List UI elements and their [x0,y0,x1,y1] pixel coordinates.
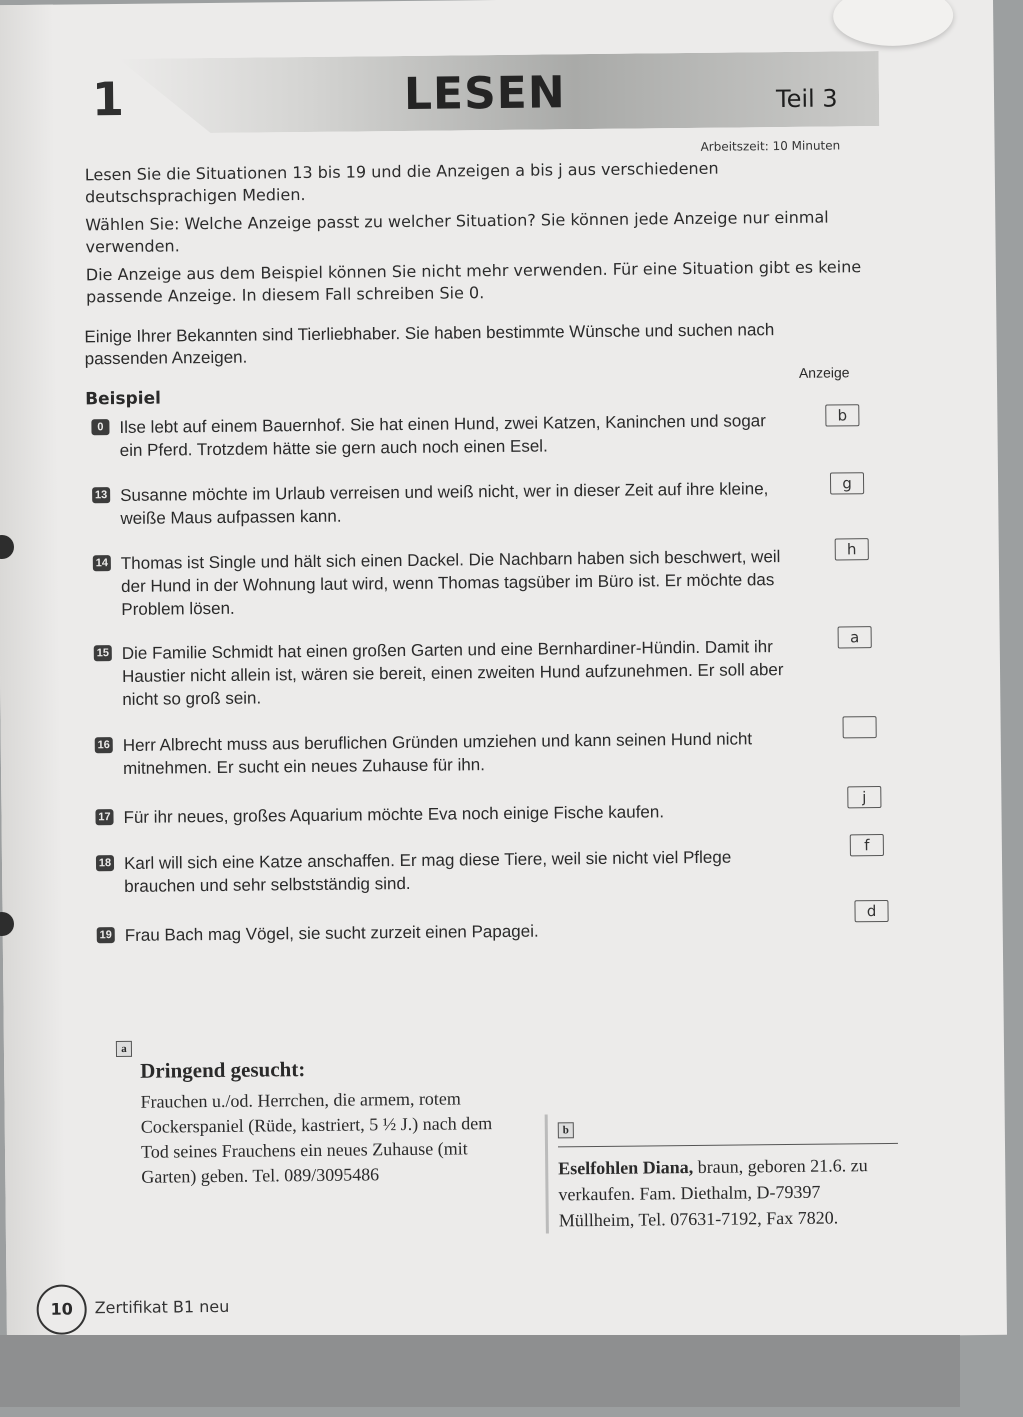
ad-b-rule [558,1143,898,1148]
intro-text: Einige Ihrer Bekannten sind Tierliebhaber. Sie haben bestimmte Wünsche und suchen nach passenden Anzeigen. [84,320,775,369]
item-text: Die Familie Schmidt hat einen großen Garten und eine Bernhardiner-Hündin. Damit ihr Haustier nicht allein ist, wären sie bereit, einen zweiten Hund aufzunehmen. Er soll aber nicht so groß sein. [121,637,784,709]
item-number: 13 [92,487,110,503]
situation-item-15 [94,635,795,711]
instruction-2: Wählen Sie: Welche Anzeige passt zu welcher Situation? Sie können jede Anzeige nur einmal verwenden. [85,207,829,257]
situation-item-16 [95,727,795,780]
work-time: Arbeitszeit: 10 Minuten [700,138,841,154]
situation-item-13 [92,477,792,530]
instruction-3: Die Anzeige aus dem Beispiel können Sie nicht mehr verwenden. Für eine Situation gibt es keine passende Anzeige. In diesem Fall schreiben Sie 0. [85,257,862,307]
ad-b-body: braun, geboren 21.6. zu verkaufen. Fam. Diethalm, D-79397 Müllheim, Tel. 07631-7192, Fax 7820. [558,1155,868,1231]
item-text: Frau Bach mag Vögel, sie sucht zurzeit einen Papagei. [124,921,539,945]
instructions [85,156,867,314]
item-number: 18 [96,855,114,871]
instruction-1: Lesen Sie die Situationen 13 bis 19 und die Anzeigen a bis j aus verschiedenen deutschsprachigen Medien. [84,158,719,207]
background-band [0,1335,960,1407]
ad-b-title: Eselfohlen Diana, [558,1157,694,1179]
situation-item-0 [91,409,791,462]
page-fold-shadow [0,5,67,1346]
answer-box-0[interactable]: b [825,404,859,426]
answer-box-13[interactable]: g [830,472,864,494]
item-number: 17 [95,809,113,825]
item-number: 16 [95,737,113,753]
ad-b [545,1111,899,1234]
item-text: Karl will sich eine Katze anschaffen. Er mag diese Tiere, weil sie nicht viel Pflege brauchen und sehr selbstständig sind. [123,847,732,896]
ad-letter-b: b [558,1122,574,1138]
ad-a-title: Dringend gesucht: [140,1057,306,1083]
situation-item-19 [97,917,797,947]
item-number: 14 [93,555,111,571]
ad-letter-a: a [116,1041,132,1057]
example-label: Beispiel [85,388,162,410]
answer-box-16[interactable] [843,716,877,738]
item-number: 15 [94,645,112,661]
answer-box-19[interactable]: d [854,900,888,922]
situation-item-14 [93,545,794,621]
answer-box-18[interactable]: f [850,834,884,856]
part-label: Teil 3 [775,84,838,114]
corner-object [833,0,954,46]
chapter-title: LESEN [403,67,566,120]
item-text: Susanne möchte im Urlaub verreisen und weiß nicht, wer in dieser Zeit auf ihre kleine, weiße Maus aufpassen kann. [120,479,769,528]
item-number: 0 [91,419,109,435]
ad-a [116,1030,518,1190]
page-number: 10 [36,1284,87,1335]
chapter-number: 1 [91,71,125,127]
ad-a-body: Frauchen u./od. Herrchen, die armem, rotem Cockerspaniel (Rüde, kastriert, 5 ½ J.) nach dem Tod seines Frauchens ein neues Zuhause (mit Garten) geben. Tel. 089/3095486 [140,1088,493,1187]
answer-box-17[interactable]: j [847,786,881,808]
item-text: Herr Albrecht muss aus beruflichen Gründen umziehen und kann seinen Hund nicht mitnehmen. Er sucht ein neues Zuhause für ihn. [122,729,753,778]
item-text: Thomas ist Single und hält sich einen Dackel. Die Nachbarn haben sich beschwert, weil der Hund in der Wohnung laut wird, wenn Thomas tagsüber im Büro ist. Er möchte das Problem lösen. [120,547,781,619]
item-text: Für ihr neues, großes Aquarium möchte Eva noch einige Fische kaufen. [123,802,665,827]
situation-item-17 [95,799,795,829]
item-number: 19 [97,927,115,943]
answer-box-15[interactable]: a [838,626,872,648]
item-text: Ilse lebt auf einem Bauernhof. Sie hat einen Hund, zwei Katzen, Kaninchen und sogar ein Pferd. Trotzdem hätte sie gern auch noch einen Esel. [119,411,766,460]
book-title: Zertifikat B1 neu [94,1296,230,1318]
answer-column-header: Anzeige [798,364,850,381]
answer-box-14[interactable]: h [835,538,869,560]
situation-item-18 [96,845,796,898]
